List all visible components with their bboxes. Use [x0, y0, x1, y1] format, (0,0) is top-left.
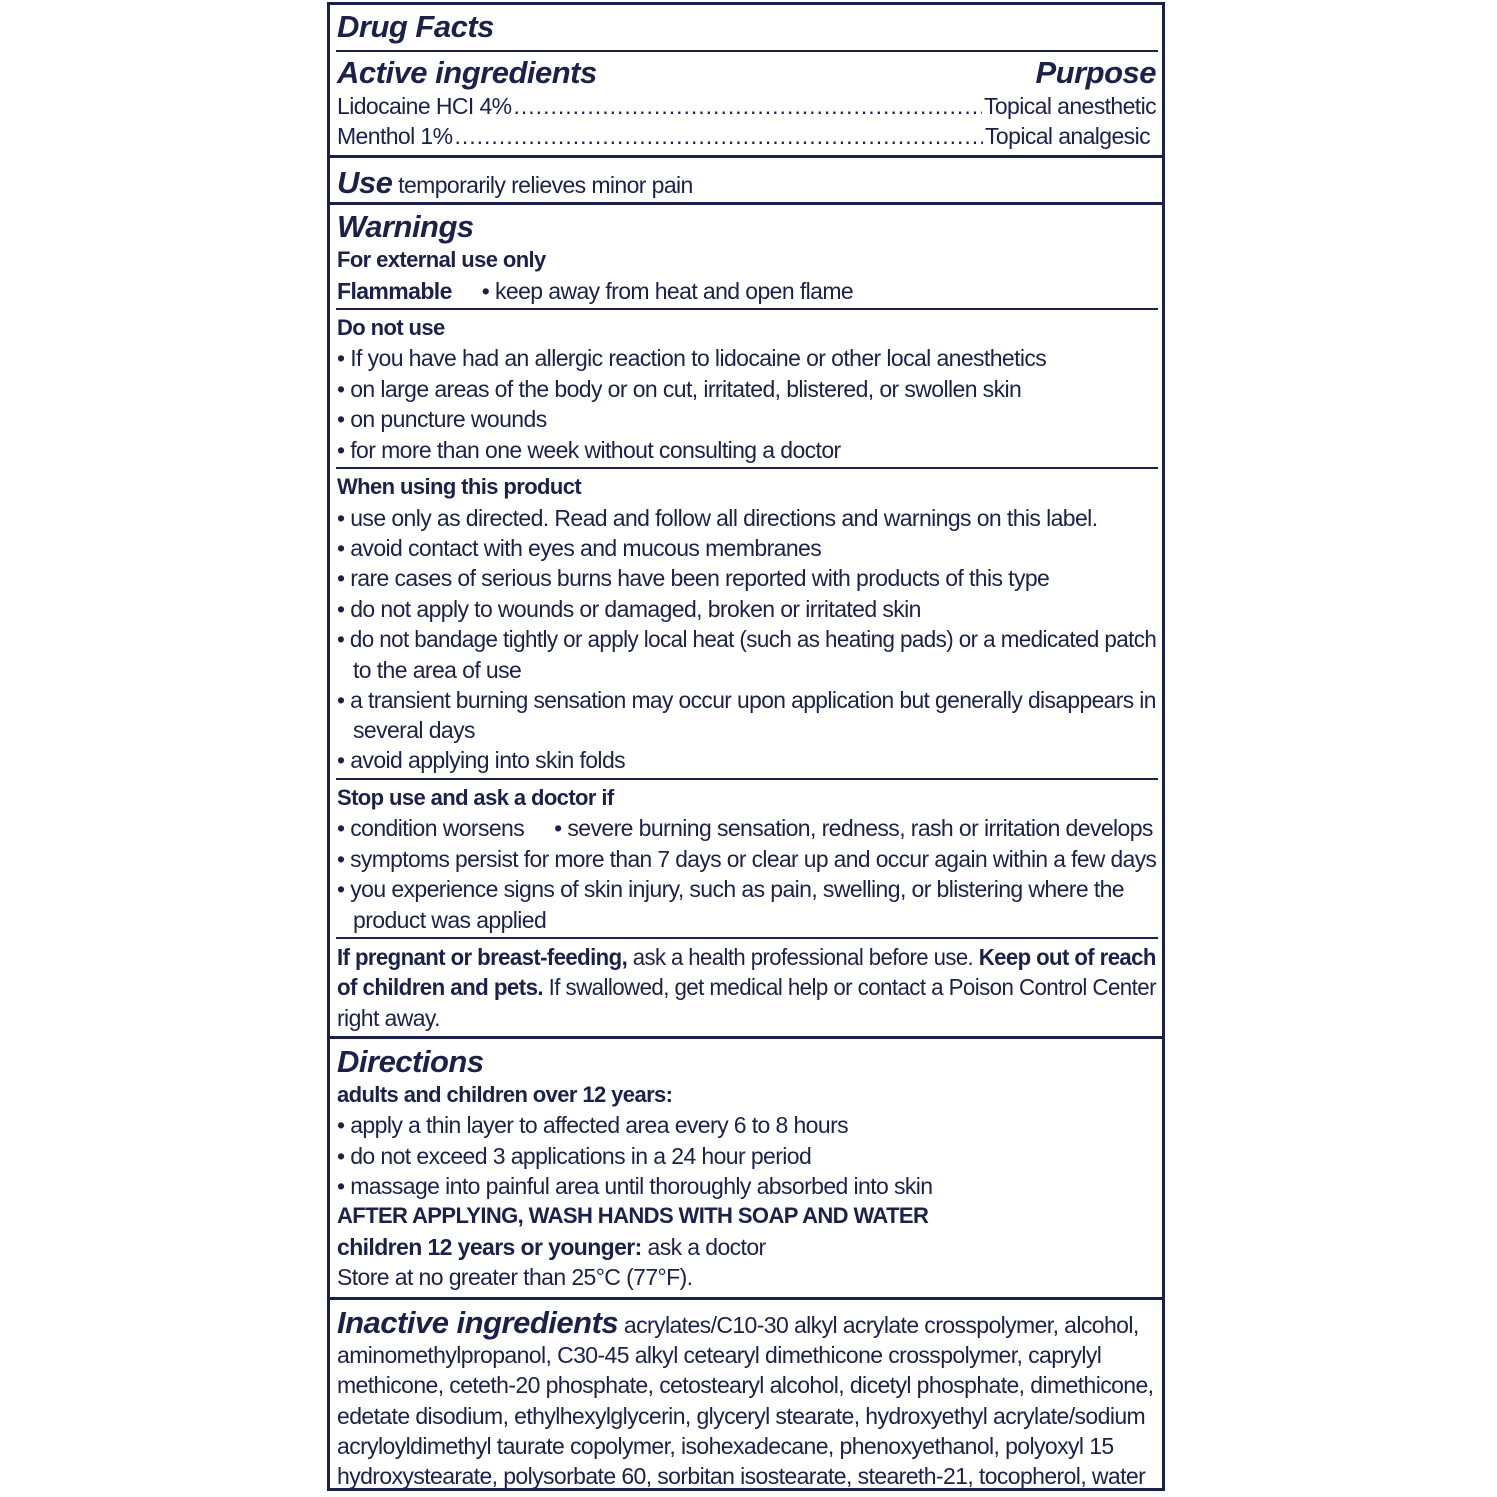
list-item: • on puncture wounds: [337, 406, 547, 432]
keep-out-bold-2: of children and pets.: [337, 974, 544, 1000]
list-item: • a transient burning sensation may occur upon application but generally disappears in: [337, 687, 1156, 713]
list-item-continued: product was applied: [353, 907, 547, 933]
list-item: • massage into painful area until thoroughly absorbed into skin: [337, 1173, 933, 1199]
children-bold: children 12 years or younger:: [337, 1234, 642, 1260]
section-divider: [330, 155, 1162, 158]
use-heading: Use: [337, 165, 393, 200]
list-item: • severe burning sensation, redness, rash or irritation develops: [554, 815, 1153, 841]
list-item: • do not exceed 3 applications in a 24 hour period: [337, 1143, 812, 1169]
use-text: temporarily relieves minor pain: [398, 172, 693, 198]
external-use-only: For external use only: [337, 247, 546, 272]
inactive-first-line: [337, 1305, 1156, 1341]
stop-use-heading: Stop use and ask a doctor if: [337, 785, 614, 810]
inactive-heading: Inactive ingredients: [337, 1305, 619, 1340]
children-text: ask a doctor: [641, 1234, 766, 1260]
keep-out-text: If swallowed, get medical help or contact a Poison Control Center: [543, 974, 1156, 1000]
list-item: • apply a thin layer to affected area every 6 to 8 hours: [337, 1112, 849, 1138]
active-row: [337, 121, 1156, 151]
storage-text: Store at no greater than 25°C (77°F).: [337, 1264, 693, 1290]
list-item: • avoid applying into skin folds: [337, 747, 626, 773]
list-item: • use only as directed. Read and follow all directions and warnings on this label.: [337, 505, 1098, 531]
wash-hands-notice: AFTER APPLYING, WASH HANDS WITH SOAP AND WATER: [337, 1203, 929, 1228]
inactive-text: methicone, ceteth-20 phosphate, cetostearyl alcohol, dicetyl phosphate, dimethicone,: [337, 1372, 1154, 1398]
list-item: • do not bandage tightly or apply local heat (such as heating pads) or a medicated patch: [337, 626, 1157, 652]
list-item: • rare cases of serious burns have been reported with products of this type: [337, 565, 1050, 591]
list-item: • on large areas of the body or on cut, irritated, blistered, or swollen skin: [337, 376, 1022, 402]
ingredient-name: Menthol 1%: [337, 123, 453, 149]
pregnant-bold: If pregnant or breast-feeding,: [337, 944, 628, 970]
pregnant-text: ask a health professional before use.: [627, 944, 979, 970]
divider: [336, 778, 1158, 780]
pregnant-line: [337, 942, 1156, 972]
list-item: • do not apply to wounds or damaged, broken or irritated skin: [337, 596, 921, 622]
ingredient-name: Lidocaine HCI 4%: [337, 93, 512, 119]
purpose-heading: Purpose: [1035, 55, 1156, 90]
section-divider: [330, 202, 1162, 205]
list-item: • for more than one week without consulting a doctor: [337, 437, 841, 463]
use-section: [337, 165, 1156, 201]
active-row: [337, 91, 1156, 121]
inactive-text: acryloyldimethyl taurate copolymer, isohexadecane, phenoxyethanol, polyoxyl 15: [337, 1433, 1114, 1459]
active-ingredients-heading: Active ingredients: [337, 55, 597, 90]
keep-out-text-2: right away.: [337, 1005, 440, 1031]
when-using-heading: When using this product: [337, 474, 582, 499]
list-item: • condition worsens: [337, 815, 525, 841]
list-item: • symptoms persist for more than 7 days or clear up and occur again within a few days: [337, 846, 1157, 872]
divider: [336, 467, 1158, 469]
list-item: • avoid contact with eyes and mucous membranes: [337, 535, 822, 561]
inactive-text: acrylates/C10-30 alkyl acrylate crosspolymer, alcohol,: [618, 1312, 1139, 1338]
ingredient-purpose: Topical analgesic: [985, 123, 1150, 149]
inactive-text: aminomethylpropanol, C30-45 alkyl cetearyl dimethicone crosspolymer, caprylyl: [337, 1342, 1102, 1368]
do-not-use-heading: Do not use: [337, 315, 445, 340]
drug-facts-panel: [327, 2, 1165, 1491]
flammable-line: [337, 276, 1156, 306]
section-divider: [330, 1297, 1162, 1300]
keep-out-bold: Keep out of reach: [978, 944, 1156, 970]
divider: [336, 50, 1158, 52]
keep-out-line: [337, 972, 1156, 1002]
stop-use-first-line: [337, 813, 1156, 843]
directions-heading: Directions: [337, 1044, 484, 1079]
ingredient-purpose: Topical anesthetic: [983, 93, 1156, 119]
leader-dots: [514, 91, 982, 121]
active-ingredients-header: [337, 55, 1156, 90]
list-item-continued: several days: [353, 717, 475, 743]
flammable-label: Flammable: [337, 278, 452, 304]
adults-heading: adults and children over 12 years:: [337, 1082, 673, 1107]
list-item: • you experience signs of skin injury, such as pain, swelling, or blistering where the: [337, 876, 1125, 902]
inactive-text: edetate disodium, ethylhexylglycerin, glyceryl stearate, hydroxyethyl acrylate/sodium: [337, 1403, 1146, 1429]
flammable-text: • keep away from heat and open flame: [481, 278, 854, 304]
divider: [336, 937, 1158, 939]
list-item: • If you have had an allergic reaction to lidocaine or other local anesthetics: [337, 345, 1047, 371]
inactive-text: hydroxystearate, polysorbate 60, sorbitan isostearate, steareth-21, tocopherol, water: [337, 1463, 1146, 1489]
section-divider: [330, 1036, 1162, 1039]
warnings-heading: Warnings: [337, 209, 474, 244]
list-item-continued: to the area of use: [353, 657, 522, 683]
divider: [336, 308, 1158, 310]
leader-dots: [454, 121, 983, 151]
drug-facts-title: Drug Facts: [337, 9, 494, 44]
children-line: [337, 1232, 1156, 1262]
